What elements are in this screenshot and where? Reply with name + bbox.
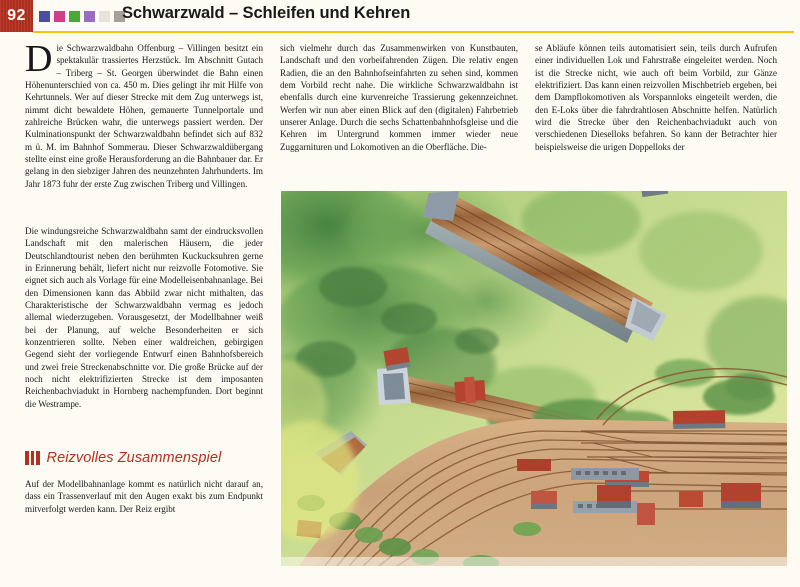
section-body — [25, 478, 263, 515]
illustration-artwork — [281, 191, 787, 566]
swatch-cream — [99, 11, 110, 22]
swatch-green — [69, 11, 80, 22]
swatch-magenta — [54, 11, 65, 22]
column-3-paragraph-1: se Abläufe können teils automatisiert sein, teils durch Aufrufen einer individuellen Lok und Fahrstraße eingeleitet werden. Noch ist die Strecke nicht, wie auch oft beim Vorbild, zur Gänze elektrifiziert. Das kann einen reizvollen Mischbetrieb ergeben, bei dem Dampflokomotiven als Vorspannloks eingeteilt werden, die den E-Loks über die fahrdrahtlosen Abschnitte helfen. Natürlich wird die Strecke über den Reichenbachviadukt auch von verschiedenen Dieselloks befahren. So kann der Betrachter hier beispielsweise die urigen Doppelloks der — [535, 43, 777, 152]
swatch-indigo — [39, 11, 50, 22]
page-number: 92 — [7, 7, 26, 24]
column-3 — [535, 42, 777, 153]
page-title: Schwarzwald – Schleifen und Kehren — [122, 4, 411, 22]
column-1-paragraph-1: Die Schwarzwaldbahn Offenburg – Villingen besitzt ein spektakulär trassiertes Herzstück. Im Abschnitt Gutach – Triberg – St. Georgen überwindet die Bahn einen Höhenunterschied von ca. 450 m. Dies gelingt ihr mit Hilfe von Kehrtunnels. Wer auf dieser Strecke mit dem Zug unterwegs ist, nimmt dicht bewaldete Höhen, gemauerte Tunnelportale und zahlreiche Brücken wahr, die unterwegs passiert werden. Der Kulminationspunkt der Schwarzwaldbahn befindet sich auf 832 m ü. M. im Bahnhof Sommerau. Dieser Schwarzwaldübergang stellte einst eine große Herausforderung an die Bahnbauer dar. Er gelang in den siebziger Jahren des neunzehnten Jahrhunderts. Im Jahr 1873 fuhr der erste Zug zwischen Triberg und Villingen. — [25, 38, 263, 189]
text-columns — [25, 38, 777, 192]
layout-illustration — [281, 191, 787, 566]
bar-3 — [36, 451, 40, 465]
section-marker-bars-icon — [25, 451, 40, 465]
column-1 — [25, 38, 263, 190]
section-body-paragraph: Auf der Modellbahnanlage kommt es natürlich nicht darauf an, dass ein Trassenverlauf mit den Augen exakt bis zum Endpunkt mitverfolgt werden kann. Der Reiz ergibt — [25, 479, 263, 514]
column-1-continued — [25, 225, 263, 410]
section-heading — [25, 450, 275, 466]
column-2-paragraph-1: sich vielmehr durch das Zusammenwirken von Kunstbauten, Landschaft und den vorbeifahrenden Zügen. Die relativ engen Radien, die an den Bahnhofseinfahrten zu sehen sind, kommen dem Vorbild recht nahe. Die wirkliche Schwarzwaldbahn ist ebenfalls durch eine kurvenreiche Trassierung gekennzeichnet. Werfen wir nun aber einen Blick auf den (digitalen) Fahrbetrieb unserer Anlage. Durch die sechs Schattenbahnhofsgleise und die Kehren im Untergrund kommen immer wieder neue Zuggarnituren und Lokomotiven an die Oberfläche. Die- — [280, 43, 518, 152]
column-2 — [280, 42, 518, 153]
bar-2 — [31, 451, 35, 465]
section-heading-text: Reizvolles Zusammenspiel — [46, 450, 222, 466]
column-1-paragraph-2: Die windungsreiche Schwarzwaldbahn samt der eindrucksvollen Landschaft mit den malerischen Häusern, die jeder Deutschlandtourist neben den berühmten Kuckucksuhren gerne in Erinnerung behält, liefert nicht nur reizvolle Fotomotive. Sie eignet sich auch als Vorlage für eine Modelleisenbahnanlage. Bei den Dimensionen kann das Abbild zwar nicht mithalten, das Charakteristische der Schwarzwaldbahn vermag es jedoch allemal wiederzugeben. Vorausgesetzt, der Modellbahner weiß bei der Planung, auf welche Besonderheiten er sich konzentrieren sollte. Neben einer waldreichen, gebirgigen Gegend sieht der vorliegende Entwurf einen Bahnhofsbereich und zwei freie Streckenabschnitte vor. Die große Brücke auf der noch nicht elektrifizierten Strecke ist dem imposanten Reichenbachviadukt in Hornberg nachempfunden. Dort beginnt die Westrampe. — [25, 226, 263, 409]
bar-1 — [25, 451, 29, 465]
swatch-violet — [84, 11, 95, 22]
header-color-swatches — [39, 11, 125, 22]
header-divider — [33, 31, 794, 33]
page-number-badge — [0, 0, 33, 32]
illustration-bottom-fade — [281, 557, 787, 566]
